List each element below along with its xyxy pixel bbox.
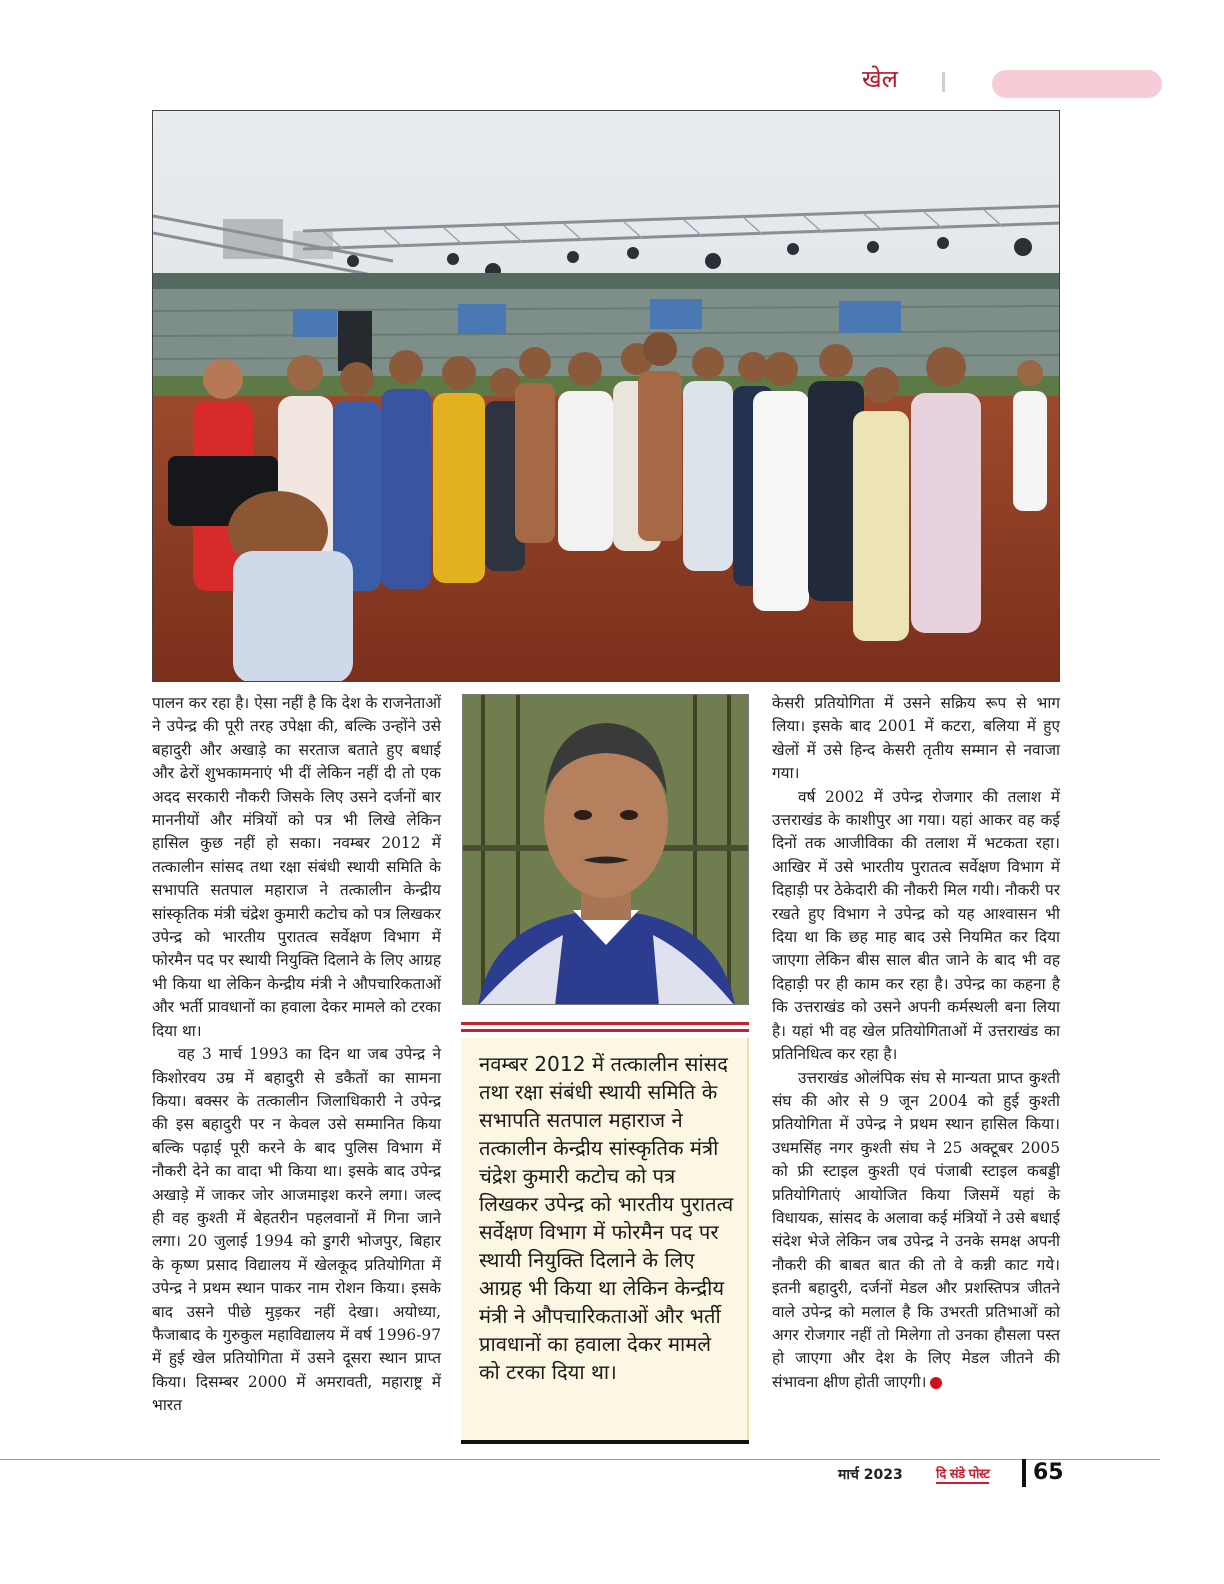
page-number: 65 bbox=[1033, 1460, 1064, 1485]
end-mark-icon bbox=[930, 1377, 942, 1389]
wrestling-event-illustration bbox=[153, 111, 1060, 682]
article-paragraph-last bbox=[772, 1067, 1060, 1395]
article-paragraph: वह 3 मार्च 1993 का दिन था जब उपेन्द्र ने किशोरवय उम्र में बहादुरी से डकैतों का सामना किया। बक्सर के तत्कालीन जिलाधिकारी ने उपेन्द्र की इस बहादुरी पर न केवल उसे सम्मानित किया बल्कि पढ़ाई पूरी करने के बाद पुलिस विभाग में नौकरी देने का वादा भी किया था। इसके बाद उपेन्द्र अखाड़े में जाकर जोर आजमाइश करने लगा। जल्द ही वह कुश्ती में बेहतरीन पहलवानों में गिना जाने लगा। 20 जुलाई 1994 को डुगरी भोजपुर, बिहार के कृष्ण प्रसाद विद्यालय में खेलकूद प्रतियोगिता में उपेन्द्र ने प्रथम स्थान पाकर नाम रोशन किया। इसके बाद उसने पीछे मुड़कर नहीं देखा। अयोध्या, फैजाबाद के गुरुकुल महाविद्यालय में वर्ष 1996-97 में हुई खेल प्रतियोगिता में उसने दूसरा स्थान प्राप्त किया। दिसम्बर 2000 में अमरावती, महाराष्ट्र में भारत bbox=[152, 1045, 441, 1415]
article-paragraph: वर्ष 2002 में उपेन्द्र रोजगार की तलाश में उत्तराखंड के काशीपुर आ गया। यहां आकर वह कई दिनों तक आजीविका की तलाश में भटकता रहा। आखिर में उसे भारतीय पुरातत्व सर्वेक्षण विभाग में दिहाड़ी पर ठेकेदारी की नौकरी मिल गयी। नौकरी पर रखते हुए विभाग ने उपेन्द्र को यह आश्वासन भी दिया था कि छह माह बाद उसे नियमित कर दिया जाएगा लेकिन बीस साल बीत जाने के बाद भी वह दिहाड़ी पर ही काम कर रहा है। उपेन्द्र का कहना है कि उत्तराखंड को उसने अपनी कर्मस्थली बना लिया है। यहां भी वह खेल प्रतियोगिताओं में उत्तराखंड का प्रतिनिधित्व कर रहा है। bbox=[772, 787, 1060, 1064]
pull-quote-bottom-rule bbox=[461, 1440, 749, 1444]
main-photo bbox=[152, 110, 1060, 682]
portrait-photo bbox=[462, 694, 749, 1005]
pull-quote bbox=[461, 1038, 749, 1442]
article-paragraph-text: उत्तराखंड ओलंपिक संघ से मान्यता प्राप्त कुश्ती संघ की ओर से 9 जून 2004 को हुई कुश्ती प्रतियोगिता में उपेन्द्र ने प्रथम स्थान हासिल किया। उधमसिंह नगर कुश्ती संघ ने 25 अक्टूबर 2005 को फ्री स्टाइल कुश्ती एवं पंजाबी स्टाइल कबड्डी प्रतियोगिताएं आयोजित किया जिसमें यहां के विधायक, सांसद के अलावा कई मंत्रियों ने उसे बधाई संदेश भेजे लेकिन जब उपेन्द्र ने उनके समक्ष अपनी नौकरी की बाबत बात की तो वे कन्नी काट गये। इतनी बहादुरी, दर्जनों मेडल और प्रशस्तिपत्र जीतने वाले उपेन्द्र को मलाल है कि उभरती प्रतिभाओं को अगर रोजगार नहीं तो मिलेगा तो उनका हौसला पस्त हो जाएगा और देश के लिए मेडल जीतने की संभावना क्षीण होती जाएगी। bbox=[772, 1068, 1060, 1391]
article-paragraph: पालन कर रहा है। ऐसा नहीं है कि देश के राजनेताओं ने उपेन्द्र की पूरी तरह उपेक्षा की, बल्कि उन्होंने उसे बहादुरी और अखाड़े का सरताज बताते हुए बधाई और ढेरों शुभकामनाएं भी दीं लेकिन नहीं दी तो एक अदद सरकारी नौकरी जिसके लिए उसने दर्जनों बार माननीयों और मंत्रियों को पत्र भी लिखे लेकिन हासिल कुछ नहीं हो सका। नवम्बर 2012 में तत्कालीन सांसद तथा रक्षा संबंधी स्थायी समिति के सभापति सतपाल महाराज ने तत्कालीन केन्द्रीय सांस्कृतिक मंत्री चंद्रेश कुमारी कटोच को पत्र लिखकर उपेन्द्र को भारतीय पुरातत्व सर्वेक्षण विभाग में फोरमैन पद पर स्थायी नियुक्ति दिलाने के लिए आग्रह भी किया था लेकिन केन्द्रीय मंत्री ने औपचारिकताओं और भर्ती प्रावधानों का हवाला देकर मामले को टरका दिया था। bbox=[152, 694, 441, 1040]
header-pill-decoration bbox=[992, 70, 1162, 98]
article-column-left bbox=[152, 692, 441, 1418]
header-divider bbox=[942, 72, 945, 92]
pull-quote-top-rule bbox=[461, 1022, 749, 1032]
footer-divider bbox=[1022, 1459, 1026, 1487]
footer-issue-date: मार्च 2023 bbox=[838, 1467, 903, 1483]
article-paragraph: केसरी प्रतियोगिता में उसने सक्रिय रूप से भाग लिया। इसके बाद 2001 में कटरा, बलिया में हुए खेलों में उसे हिन्द केसरी तृतीय सम्मान से नवाजा गया। bbox=[772, 694, 1060, 783]
portrait-illustration bbox=[463, 695, 749, 1005]
footer-magazine-logo: दि संडे पोस्ट bbox=[936, 1464, 989, 1484]
pull-quote-text: नवम्बर 2012 में तत्कालीन सांसद तथा रक्षा संबंधी स्थायी समिति के सभापति सतपाल महाराज ने तत्कालीन केन्द्रीय सांस्कृतिक मंत्री चंद्रेश कुमारी कटोच को पत्र लिखकर उपेन्द्र को भारतीय पुरातत्व सर्वेक्षण विभाग में फोरमैन पद पर स्थायी नियुक्ति दिलाने के लिए आग्रह भी किया था लेकिन केन्द्रीय मंत्री ने औपचारिकताओं और भर्ती प्रावधानों का हवाला देकर मामले को टरका दिया था। bbox=[479, 1052, 734, 1384]
section-label: खेल bbox=[862, 65, 898, 93]
footer-rule bbox=[0, 1459, 1160, 1460]
article-column-right bbox=[772, 692, 1060, 1394]
